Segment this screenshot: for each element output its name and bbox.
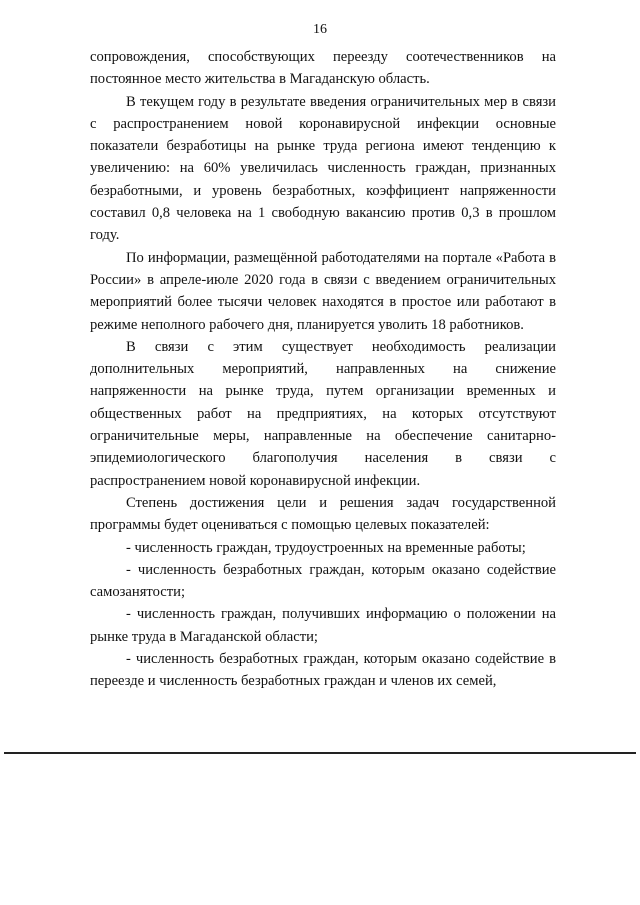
document-body	[90, 46, 556, 693]
paragraph-4: В связи с этим существует необходимость реализации дополнительных мероприятий, направленных на снижение напряженности на рынке труда, путем организации временных и общественных работ на предприятиях, на которых отсутствуют ограничительные меры, направленные на обеспечение санитарно-эпидемиологического благополучия населения в связи с распространением новой коронавирусной инфекции.	[90, 338, 556, 489]
list-item-1: - численность граждан, трудоустроенных на временные работы;	[126, 539, 526, 556]
page-number: 16	[313, 22, 327, 37]
paragraph-3: По информации, размещённой работодателями на портале «Работа в России» в апреле-июле 2020 года в связи с введением ограничительных мероприятий более тысячи человек находятся в простое или работают в режиме неполного рабочего дня, планируется уволить 18 работников.	[90, 249, 556, 333]
paragraph-5: Степень достижения цели и решения задач государственной программы будет оцениваться с помощью целевых показателей:	[90, 494, 556, 534]
list-item-4: - численность безработных граждан, которым оказано содействие в переезде и численность безработных граждан и членов их семей,	[90, 651, 556, 690]
paragraph-1: сопровождения, способствующих переезду соотечественников на постоянное место жительства в Магаданскую область.	[90, 49, 556, 88]
scan-bottom-line	[4, 752, 636, 754]
paragraph-2: В текущем году в результате введения ограничительных мер в связи с распространением новой коронавирусной инфекции основные показатели безработицы на рынке труда региона имеют тенденцию к увеличению: на 60% увеличилась численность граждан, признанных безработными, и уровень безработных, коэффициент напряженности составил 0,8 человека на 1 свободную вакансию против 0,3 в прошлом году.	[90, 93, 556, 244]
list-item-3: - численность граждан, получивших информацию о положении на рынке труда в Магаданской области;	[90, 606, 556, 645]
list-item-2: - численность безработных граждан, которым оказано содействие самозанятости;	[90, 561, 556, 601]
